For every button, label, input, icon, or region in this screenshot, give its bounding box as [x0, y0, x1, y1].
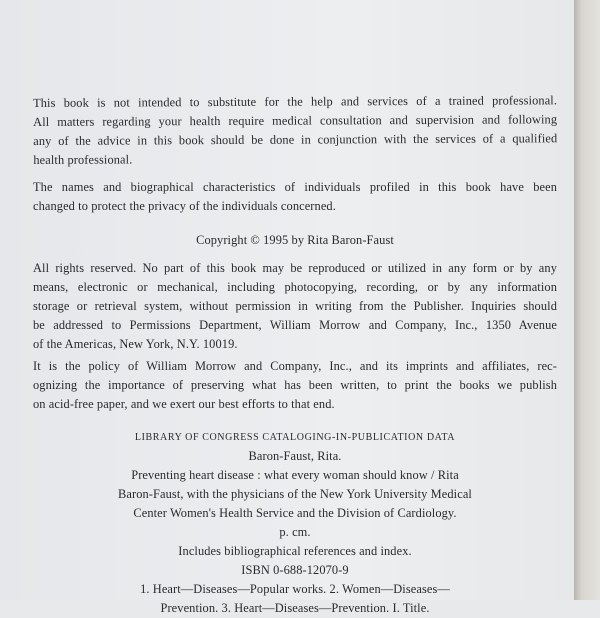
text-line: All rights reserved. No part of this book may be reproduced or utilized in any form or by any: [33, 261, 557, 275]
text-line: on acid-free paper, and we exert our best efforts to that end.: [33, 397, 335, 411]
cip-heading: LIBRARY OF CONGRESS CATALOGING-IN-PUBLICATION DATA: [134, 432, 456, 443]
text-line: The names and biographical characteristics of individuals profiled in this book have been: [33, 180, 557, 194]
rights-paragraph: [33, 259, 557, 354]
text-line: Preventing heart disease : what every woman should know / Rita: [131, 468, 459, 482]
text-line: p. cm.: [279, 525, 311, 539]
text-line: Prevention. 3. Heart—Diseases—Prevention. I. Title.: [160, 601, 430, 615]
disclaimer-paragraph: [33, 91, 557, 170]
text-line: changed to protect the privacy of the individuals concerned.: [33, 199, 336, 213]
policy-paragraph: [33, 357, 557, 414]
text-line: ognizing the importance of preserving what has been written, to print the books we publish: [33, 378, 557, 392]
text-line: This book is not intended to substitute for the help and services of a trained professional.: [33, 93, 558, 110]
text-line: ISBN 0-688-12070-9: [241, 563, 349, 577]
text-line: health professional.: [33, 152, 133, 167]
text-line: of the Americas, New York, N.Y. 10019.: [33, 337, 238, 351]
text-line: storage or retrieval system, without permission in writing from the Publisher. Inquiries should: [33, 299, 557, 313]
text-line: Includes bibliographical references and index.: [178, 544, 412, 558]
text-line: Baron-Faust, with the physicians of the New York University Medical: [118, 487, 472, 501]
text-line: It is the policy of William Morrow and Company, Inc., and its imprints and affiliates, rec-: [33, 359, 557, 373]
text-line: 1. Heart—Diseases—Popular works. 2. Women—Diseases—: [140, 582, 450, 596]
text-line: Center Women's Health Service and the Division of Cardiology.: [133, 506, 457, 520]
cip-block: [33, 428, 557, 618]
privacy-paragraph: [33, 178, 557, 216]
text-line: Baron-Faust, Rita.: [248, 449, 342, 463]
text-line: All matters regarding your health require medical consultation and supervision and following: [33, 112, 558, 129]
copyright-text: Copyright © 1995 by Rita Baron-Faust: [196, 233, 394, 247]
text-line: means, electronic or mechanical, including photocopying, recording, or by any information: [33, 280, 557, 294]
text-line: be addressed to Permissions Department, William Morrow and Company, Inc., 1350 Avenue: [33, 318, 557, 332]
copyright-line: [33, 231, 557, 250]
page-edge: [574, 0, 600, 600]
text-line: any of the advice in this book should be done in conjunction with the services of a qualified: [33, 131, 558, 148]
